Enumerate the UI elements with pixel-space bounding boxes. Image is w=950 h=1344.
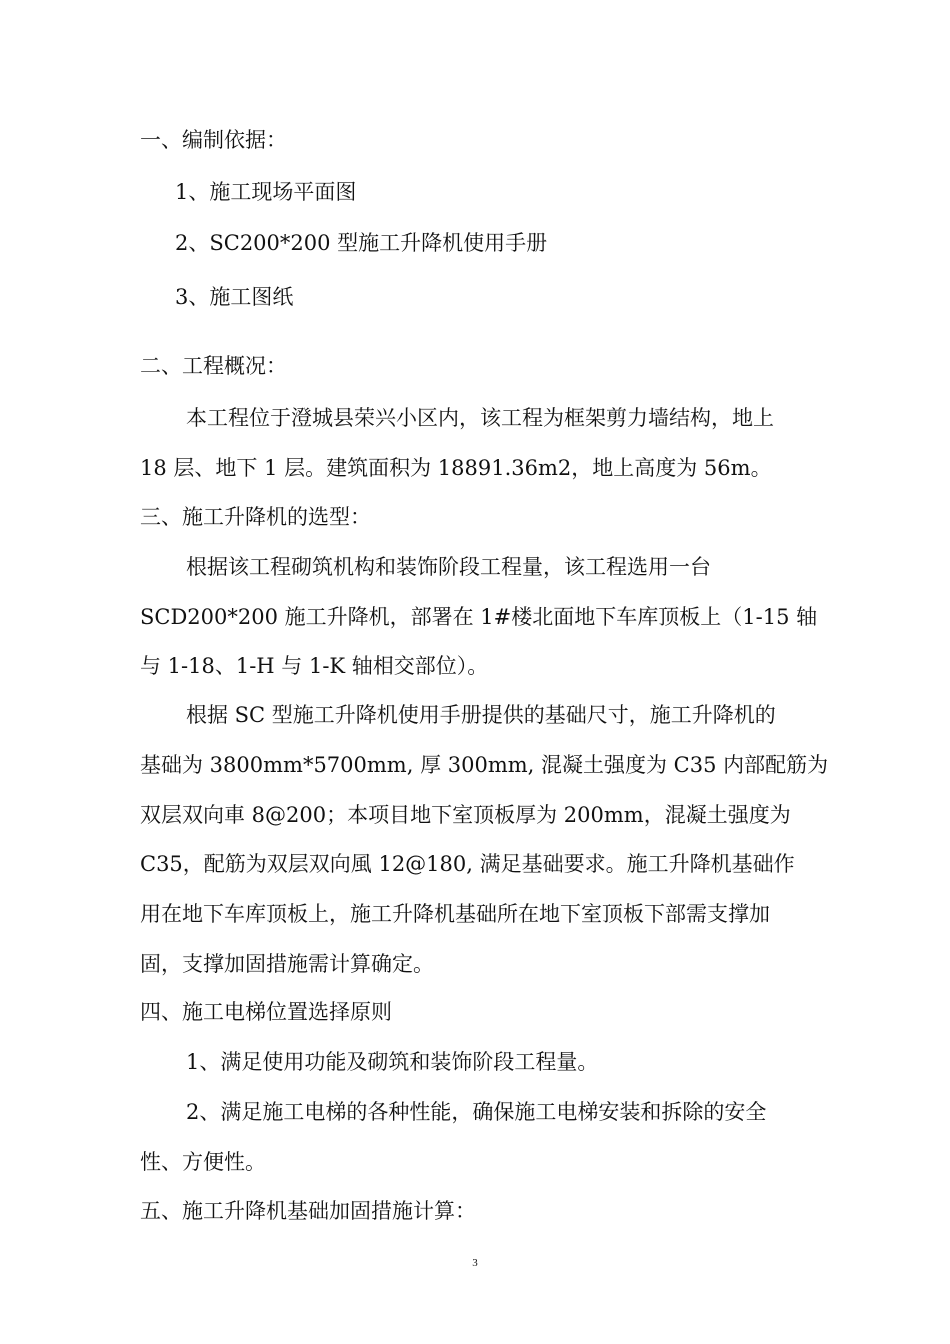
section-heading-selection: 三、施工升降机的选型： [140, 505, 371, 529]
section-heading-calculation: 五、施工升降机基础加固措施计算： [140, 1199, 476, 1223]
principle-line-1: 1、满足使用功能及砌筑和装饰阶段工程量。 [186, 1050, 599, 1074]
overview-line-2: 18 层、地下 1 层。建筑面积为 18891.36m2，地上高度为 56m。 [140, 456, 772, 480]
basis-item-1: 1、施工现场平面图 [175, 180, 357, 204]
page-number: 3 [472, 1257, 478, 1269]
principle-line-2: 2、满足施工电梯的各种性能，确保施工电梯安装和拆除的安全 [186, 1100, 767, 1124]
section-heading-principles: 四、施工电梯位置选择原则 [140, 1000, 392, 1024]
selection-p2-line-3: 双层双向車 8@200；本项目地下室顶板厚为 200mm，混凝土强度为 [140, 803, 791, 827]
section-heading-overview: 二、工程概况： [140, 354, 287, 378]
selection-p1-line-1: 根据该工程砌筑机构和装饰阶段工程量，该工程选用一台 [186, 555, 711, 579]
selection-p2-line-1: 根据 SC 型施工升降机使用手册提供的基础尺寸，施工升降机的 [186, 703, 776, 727]
selection-p1-line-2: SCD200*200 施工升降机，部署在 1#楼北面地下车库顶板上（1-15 轴 [140, 605, 818, 629]
selection-p2-line-4: C35，配筋为双层双向風 12@180, 满足基础要求。施工升降机基础作 [140, 852, 795, 876]
principle-line-3: 性、方便性。 [140, 1150, 266, 1174]
section-heading-basis: 一、编制依据： [140, 128, 287, 152]
overview-line-1: 本工程位于澄城县荣兴小区内，该工程为框架剪力墙结构，地上 [186, 406, 774, 430]
basis-item-3: 3、施工图纸 [175, 285, 294, 309]
basis-item-2: 2、SC200*200 型施工升降机使用手册 [175, 231, 548, 255]
selection-p2-line-5: 用在地下车库顶板上，施工升降机基础所在地下室顶板下部需支撑加 [140, 902, 770, 926]
selection-p2-line-6: 固，支撑加固措施需计算确定。 [140, 952, 434, 976]
selection-p1-line-3: 与 1-18、1-H 与 1-K 轴相交部位）。 [140, 654, 489, 678]
selection-p2-line-2: 基础为 3800mm*5700mm, 厚 300mm, 混凝土强度为 C35 内部配筋为 [140, 753, 829, 777]
